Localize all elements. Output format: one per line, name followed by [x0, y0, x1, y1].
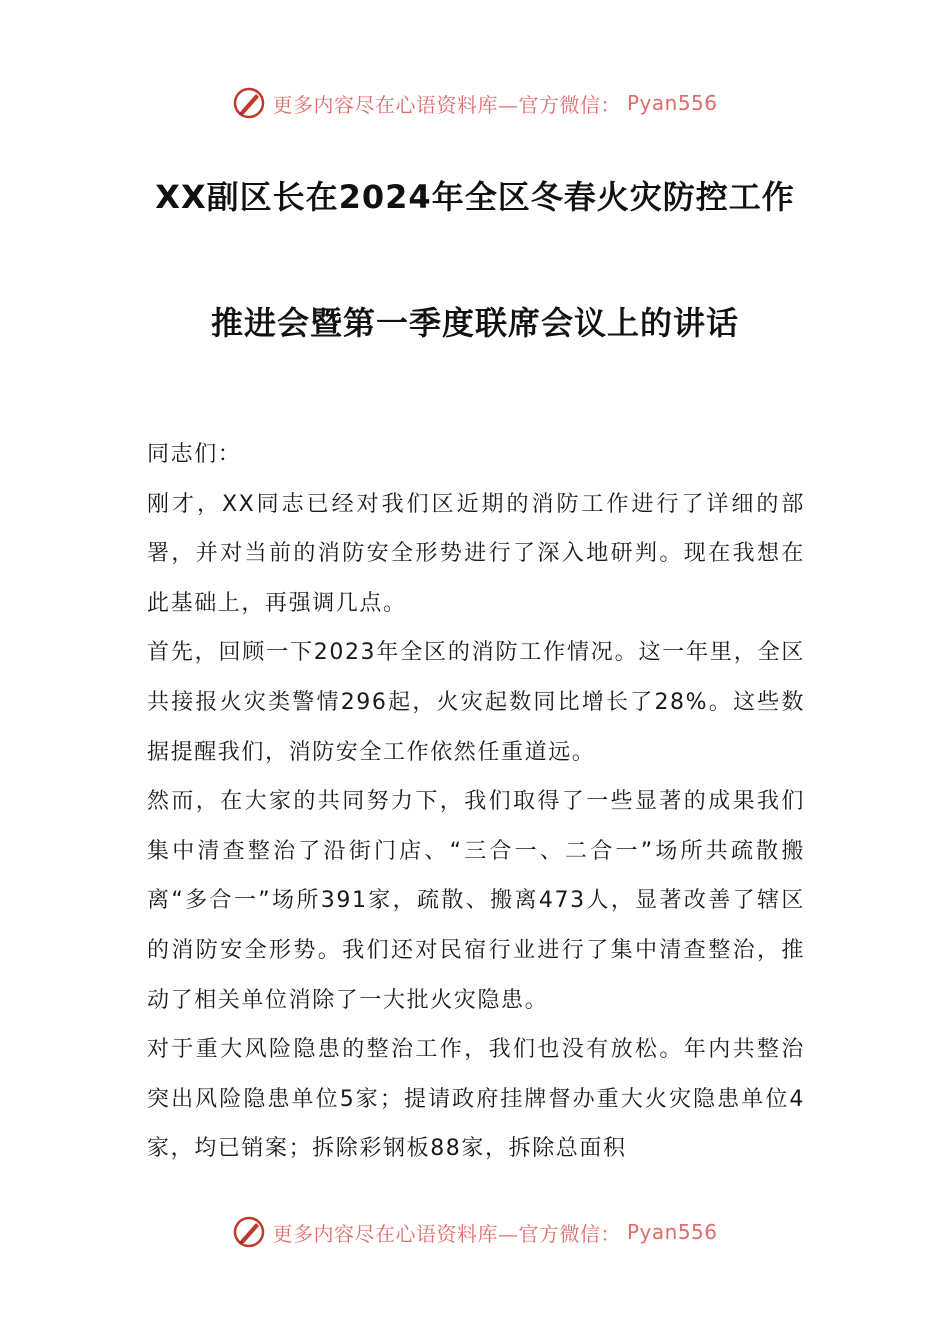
pen-logo-icon	[232, 86, 266, 120]
watermark-footer	[0, 1215, 950, 1249]
watermark-wechat-id: Pyan556	[626, 91, 718, 115]
document-body	[147, 430, 805, 1174]
body-paragraph: 对于重大风险隐患的整治工作，我们也没有放松。年内共整治突出风险隐患单位5家；提请政府挂牌督办重大火灾隐患单位4家，均已销案；拆除彩钢板88家，拆除总面积	[147, 1037, 805, 1162]
pen-logo-icon	[232, 1215, 266, 1249]
document-title-line-2: 推进会暨第一季度联席会议上的讲话	[210, 304, 739, 342]
watermark-header	[0, 86, 950, 120]
salutation: 同志们：	[147, 442, 242, 467]
document-title-line-1: XX副区长在2024年全区冬春火灾防控工作	[155, 178, 795, 216]
body-paragraph: 然而，在大家的共同努力下，我们取得了一些显著的成果我们集中清查整治了沿街门店、“三合一、二合一”场所共疏散搬离“多合一”场所391家，疏散、搬离473人，显著改善了辖区的消防安全形势。我们还对民宿行业进行了集中清查整治，推动了相关单位消除了一大批火灾隐患。	[147, 789, 805, 1013]
watermark-text: 更多内容尽在心语资料库—官方微信：	[272, 92, 621, 117]
watermark-wechat-id: Pyan556	[626, 1220, 718, 1244]
body-paragraph: 刚才，XX同志已经对我们区近期的消防工作进行了详细的部署，并对当前的消防安全形势进行了深入地研判。现在我想在此基础上，再强调几点。	[147, 491, 805, 616]
body-paragraph: 首先，回顾一下2023年全区的消防工作情况。这一年里，全区共接报火灾类警情296起，火灾起数同比增长了28%。这些数据提醒我们，消防安全工作依然任重道远。	[147, 640, 805, 765]
watermark-text: 更多内容尽在心语资料库—官方微信：	[272, 1221, 621, 1246]
